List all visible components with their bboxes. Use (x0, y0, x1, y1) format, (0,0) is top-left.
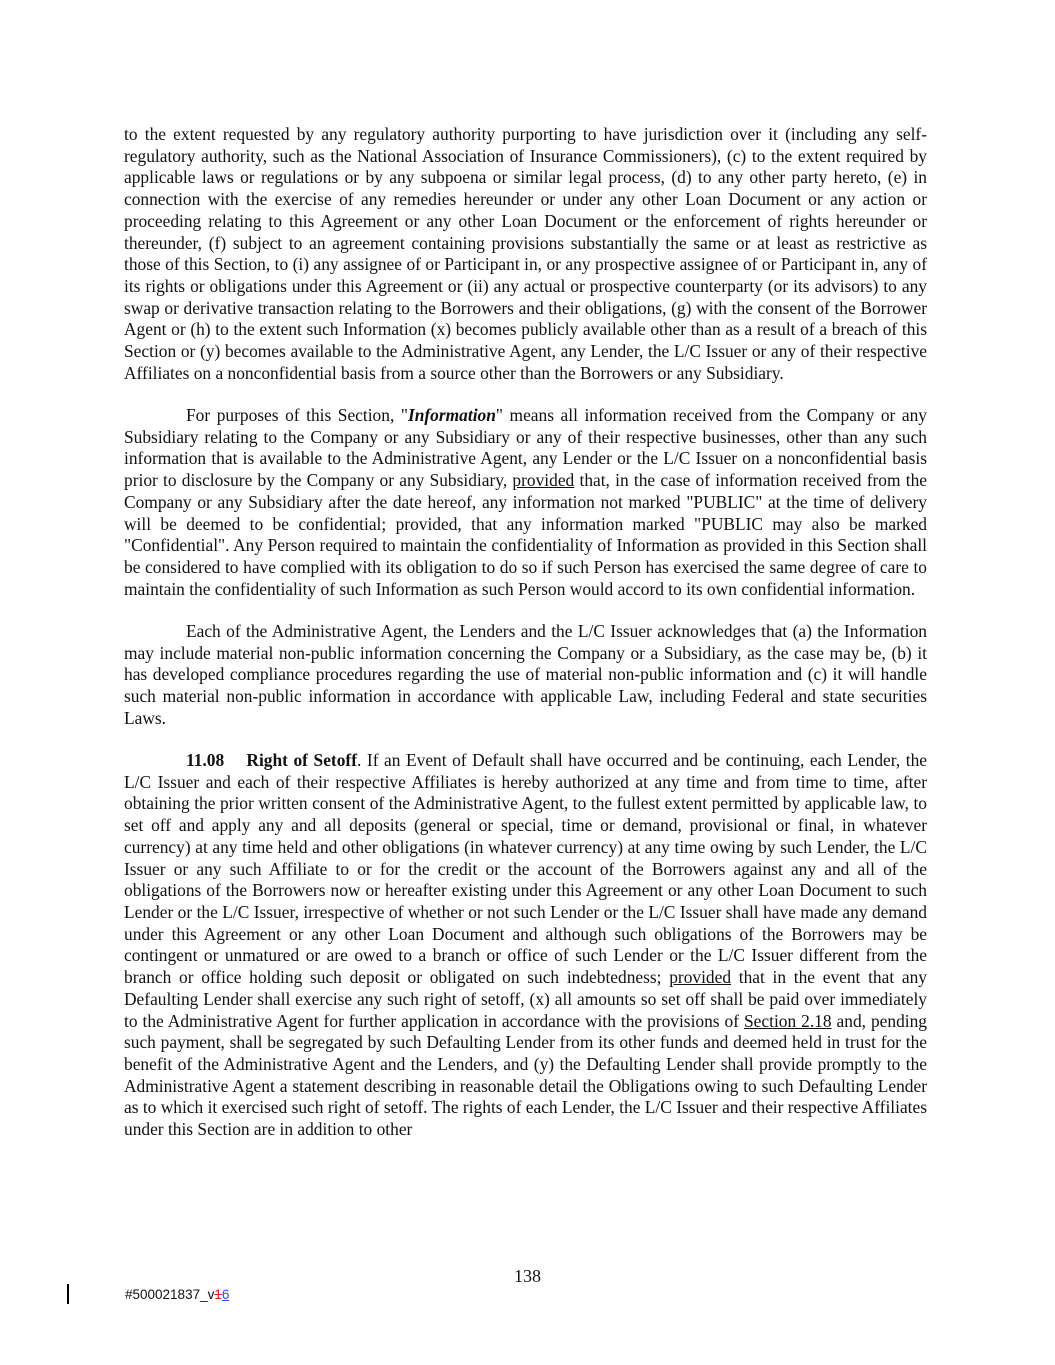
definition-rest-text: that, in the case of information received from the Company or any Subsidiary after the date hereof, any information not marked "PUBLIC" at the time of delivery will be deemed to be confidential; provided, that any information marked "PUBLIC may also be marked "Confidential". Any Person required to maintain the confidentiality of Information as provided in this Section shall be considered to have complied with its obligation to do so if such Person has exercised the same degree of care to maintain the confidentiality of such Information as such Person would accord to its own confidential information. (124, 470, 928, 599)
section-text-part-1: . If an Event of Default shall have occurred and be continuing, each Lender, the L/C Issuer and each of their respective Affiliates is hereby authorized at any time and from time to time, after obtaining the prior written consent of the Administrative Agent, to the fullest extent permitted by applicable law, to set off and apply any and all deposits (general or special, time or demand, provisional or final, in whatever currency) at any time held and other obligations (in whatever currency) at any time owing by such Lender, the L/C Issuer or any such Affiliate to or for the credit or the account of the Borrowers against any and all of the obligations of the Borrowers now or hereafter existing under this Agreement or any other Loan Document to such Lender or the L/C Issuer, irrespective of whether or not such Lender or the L/C Issuer shall have made any demand under this Agreement or any other Loan Document and although such obligations of the Borrowers may be contingent or unmatured or are owed to a branch or office of such Lender or the L/C Issuer different from the branch or office holding such deposit or obligated on such indebtedness; (124, 750, 928, 988)
document-id (125, 1287, 229, 1302)
page-number: 138 (514, 1266, 541, 1286)
definition-lead-text: For purposes of this Section, " (186, 405, 408, 426)
definition-body-text: " means all information received from the Company or any Subsidiary relating to the Company or any Subsidiary or any of their respective businesses, other than any such information that is available to the Administrative Agent, any Lender or the L/C Issuer on a nonconfidential basis prior to disclosure by the Company or any Subsidiary, (124, 405, 927, 491)
provided-underlined: provided (669, 967, 732, 988)
section-number: 11.08 (186, 750, 225, 771)
revision-change-bar (67, 1284, 69, 1304)
defined-term-information: Information (407, 405, 496, 426)
paragraph-confidentiality-continued: to the extent requested by any regulatory authority purporting to have jurisdiction over it (including any self-regulatory authority, such as the National Association of Insurance Commissioners), (c) to the extent required by applicable laws or regulations or by any subpoena or similar legal process, (d) to any other party hereto, (e) in connection with the exercise of any remedies hereunder or under any other Loan Document or any action or proceeding relating to this Agreement or any other Loan Document or the enforcement of rights hereunder or thereunder, (f) subject to an agreement containing provisions substantially the same or at least as restrictive as those of this Section, to (i) any assignee of or Participant in, or any prospective assignee of or Participant in, any of its rights or obligations under this Agreement or (ii) any actual or prospective counterparty (or its advisors) to any swap or derivative transaction relating to the Borrowers and their obligations, (g) with the consent of the Borrower Agent or (h) to the extent such Information (x) becomes publicly available other than as a result of a breach of this Section or (y) becomes available to the Administrative Agent, any Lender, the L/C Issuer or any of their respective Affiliates on a nonconfidential basis from a source other than the Borrowers or any Subsidiary. (124, 124, 927, 383)
section-text-part-3: and, pending such payment, shall be segregated by such Defaulting Lender from its other funds and deemed held in trust for the benefit of the Administrative Agent and the Lenders, and (y) the Defaulting Lender shall provide promptly to the Administrative Agent a statement describing in reasonable detail the Obligations owing to such Defaulting Lender as to which it exercised such right of setoff. The rights of each Lender, the L/C Issuer and their respective Affiliates under this Section are in addition to other (124, 1010, 928, 1140)
paragraph-information-definition (124, 405, 927, 600)
document-id-prefix: #500021837_v (125, 1287, 215, 1302)
paragraph-mnpi-acknowledgement: Each of the Administrative Agent, the Lenders and the L/C Issuer acknowledges that (a) the Information may include material non-public information concerning the Company or a Subsidiary, as the case may be, (b) it has developed compliance procedures regarding the use of material non-public information and (c) it will handle such material non-public information in accordance with applicable Law, including Federal and state securities Laws. (124, 620, 927, 728)
version-deleted: 1 (214, 1287, 222, 1302)
version-inserted: 6 (221, 1287, 230, 1302)
section-text-part-2: that in the event that any Defaulting Lender shall exercise any such right of setoff, (x) all amounts so set off shall be paid over immediately to the Administrative Agent for further application in accordance with the provisions of (124, 967, 927, 1031)
section-11-08-right-of-setoff (124, 750, 927, 1141)
provided-underlined: provided (512, 470, 575, 491)
section-heading: Right of Setoff (246, 750, 357, 771)
document-body (124, 124, 927, 1161)
section-2-18-reference: Section 2.18 (744, 1010, 832, 1031)
